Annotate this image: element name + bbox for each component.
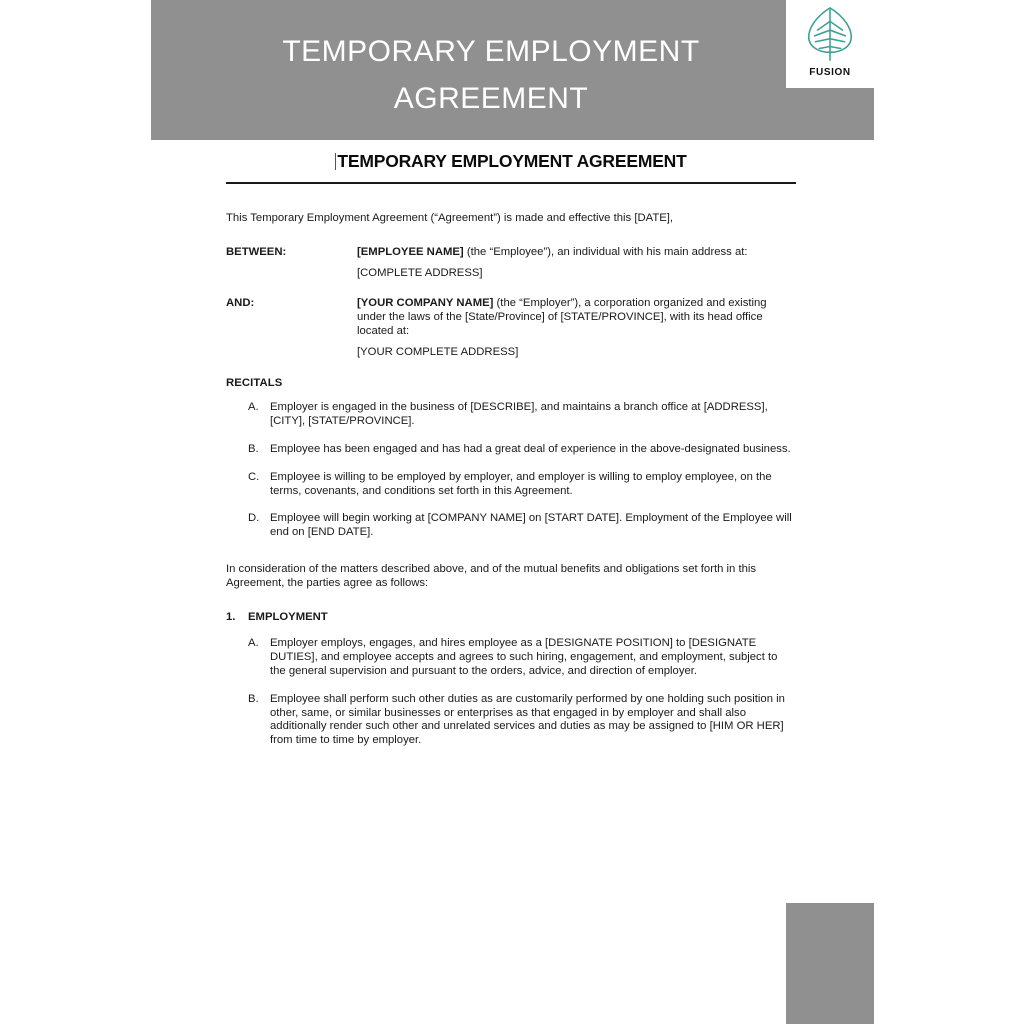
party-body-employer bbox=[357, 297, 796, 338]
document-banner bbox=[151, 0, 874, 140]
recitals-heading: RECITALS bbox=[226, 376, 283, 389]
section-marker-1a: A. bbox=[248, 637, 259, 650]
section-text-1a: Employer employs, engages, and hires employee as a [DESIGNATE POSITION] to [DESIGNATE DUTIES], and employee accepts and agrees to such hiring, engagement, and employment, subject to the general supervision and pursuant to the orders, advice, and direction of employer. bbox=[270, 637, 778, 677]
document-body bbox=[226, 212, 796, 762]
recital-item-c bbox=[226, 471, 796, 499]
leaf-icon bbox=[801, 4, 859, 62]
section-text-1b: Employee shall perform such other duties as are customarily performed by one holding such position in other, same, or similar businesses or enterprises as that engaged in by employer and shall also additionally render such other and unrelated services and duties as may be assigned to [HIM OR HER] from time to time by employer. bbox=[270, 692, 785, 747]
document-title-text: TEMPORARY EMPLOYMENT AGREEMENT bbox=[337, 151, 687, 171]
recital-item-d bbox=[226, 512, 796, 540]
document-title bbox=[226, 151, 796, 172]
recital-marker-b: B. bbox=[248, 442, 259, 455]
recital-marker-a: A. bbox=[248, 401, 259, 414]
party-label-between: BETWEEN: bbox=[226, 245, 287, 258]
banner-title: TEMPORARY EMPLOYMENT AGREEMENT bbox=[282, 35, 700, 115]
recital-marker-d: D. bbox=[248, 512, 260, 525]
party-name-employer: [YOUR COMPANY NAME] bbox=[357, 297, 494, 310]
section-item-1a bbox=[226, 637, 796, 678]
recital-text-b: Employee has been engaged and has had a great deal of experience in the above-designated business. bbox=[270, 442, 791, 455]
recital-text-a: Employer is engaged in the business of [DESCRIBE], and maintains a branch office at [ADDRESS], [CITY], [STATE/PROVINCE]. bbox=[270, 401, 768, 428]
consideration-paragraph: In consideration of the matters described above, and of the mutual benefits and obligations set forth in this Agreement, the parties agree as follows: bbox=[226, 562, 757, 589]
section-marker-1b: B. bbox=[248, 692, 259, 705]
brand-logo bbox=[786, 0, 874, 88]
section-heading-employment bbox=[226, 611, 796, 625]
intro-paragraph: This Temporary Employment Agreement (“Agreement”) is made and effective this [DATE], bbox=[226, 212, 674, 224]
recital-marker-c: C. bbox=[248, 470, 260, 483]
party-description-employee: (the “Employee”), an individual with his main address at: bbox=[463, 245, 748, 258]
section-title-employment: EMPLOYMENT bbox=[248, 610, 328, 623]
section-spacer bbox=[226, 554, 796, 563]
logo-wordmark: FUSION bbox=[809, 67, 851, 78]
party-address-employer: [YOUR COMPLETE ADDRESS] bbox=[357, 345, 519, 358]
party-address-employee: [COMPLETE ADDRESS] bbox=[357, 266, 483, 279]
party-and bbox=[226, 297, 796, 338]
party-name-employee: [EMPLOYEE NAME] bbox=[357, 245, 464, 258]
recital-text-c: Employee is willing to be employed by employer, and employer is willing to employ employee, on the terms, covenants, and conditions set forth in this Agreement. bbox=[270, 470, 772, 497]
party-description-employer: (the “Employer”), a corporation organized and existing under the laws of the [State/Province] of [STATE/PROVINCE], with its head office located at: bbox=[357, 297, 767, 337]
section-item-1b bbox=[226, 693, 796, 748]
recital-text-d: Employee will begin working at [COMPANY NAME] on [START DATE]. Employment of the Employee will end on [END DATE]. bbox=[270, 512, 792, 539]
party-body-between bbox=[357, 246, 796, 260]
party-label-and: AND: bbox=[226, 297, 255, 310]
section-number-1: 1. bbox=[226, 610, 236, 623]
title-divider bbox=[226, 182, 796, 184]
recital-item-b bbox=[226, 443, 796, 457]
recital-item-a bbox=[226, 401, 796, 429]
footer-accent-block bbox=[786, 903, 874, 1024]
party-between bbox=[226, 246, 796, 260]
